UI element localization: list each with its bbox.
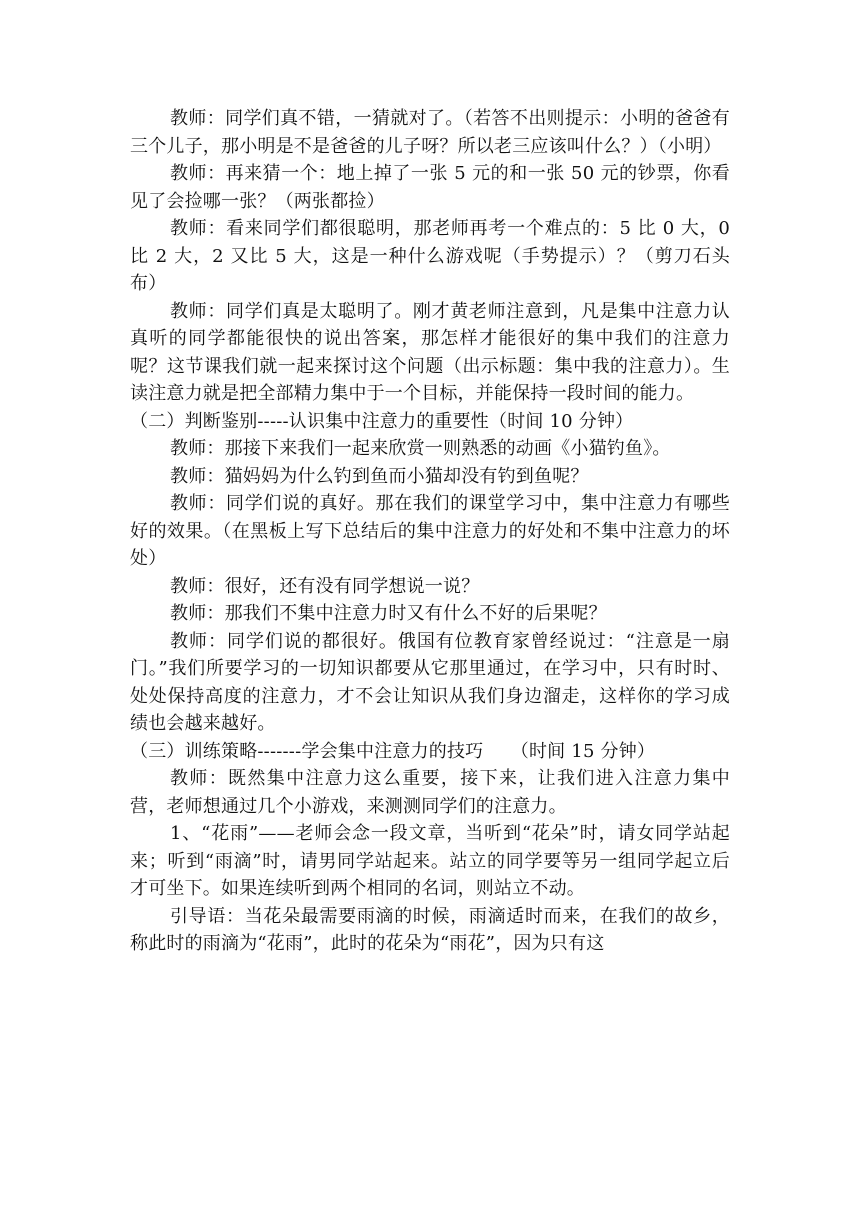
paragraph: 引导语：当花朵最需要雨滴的时候，雨滴适时而来，在我们的故乡，称此时的雨滴为“花雨”，此时的花朵为“雨花”，因为只有这: [130, 905, 730, 954]
section-heading: （二）判断鉴别-----认识集中注意力的重要性（时间 10 分钟）: [130, 410, 634, 432]
paragraph: 1、“花雨”——老师会念一段文章，当听到“花朵”时，请女同学站起来；听到“雨滴”时，请男同学站起来。站立的同学要等另一组同学起立后才可坐下。如果连续听到两个相同的名词，则站立不动。: [130, 823, 730, 899]
paragraph: 教师：那接下来我们一起来欣赏一则熟悉的动画《小猫钓鱼》。: [170, 438, 671, 459]
section-heading: （三）训练策略-------学会集中注意力的技巧 （时间 15 分钟）: [130, 740, 656, 762]
paragraph: 教师：同学们说的都很好。俄国有位教育家曾经说过：“注意是一扇门。”我们所要学习的一切知识都要从它那里通过，在学习中，只有时时、处处保持高度的注意力，才不会让知识从我们身边溜走，这样你的学习成绩也会越来越好。: [130, 630, 730, 734]
paragraph: 教师：那我们不集中注意力时又有什么不好的后果呢？: [170, 603, 607, 624]
paragraph: 教师：很好，还有没有同学想说一说？: [170, 575, 480, 597]
paragraph: 教师：同学们真不错，一猜就对了。（若答不出则提示：小明的爸爸有三个儿子，那小明是不是爸爸的儿子呀？所以老三应该叫什么？）（小明）: [130, 108, 730, 157]
paragraph: 教师：同学们真是太聪明了。刚才黄老师注意到，凡是集中注意力认真听的同学都能很快的说出答案，那怎样才能很好的集中我们的注意力呢？这节课我们就一起来探讨这个问题（出示标题：集中我的注意力）。生读注意力就是把全部精力集中于一个目标，并能保持一段时间的能力。: [130, 300, 730, 404]
document-page: [130, 105, 730, 958]
paragraph: 教师：同学们说的真好。那在我们的课堂学习中，集中注意力有哪些好的效果。（在黑板上写下总结后的集中注意力的好处和不集中注意力的坏处）: [130, 493, 730, 569]
paragraph: 教师：看来同学们都很聪明，那老师再考一个难点的：5 比 0 大，0 比 2 大，2 又比 5 大，这是一种什么游戏呢（手势提示）？（剪刀石头布）: [130, 218, 730, 294]
paragraph: 教师：再来猜一个：地上掉了一张 5 元的和一张 50 元的钞票，你看见了会捡哪一张？（两张都捡）: [130, 163, 730, 212]
paragraph: 教师：既然集中注意力这么重要，接下来，让我们进入注意力集中营，老师想通过几个小游戏，来测测同学们的注意力。: [130, 768, 730, 817]
paragraph: 教师：猫妈妈为什么钓到鱼而小猫却没有钓到鱼呢？: [170, 465, 589, 487]
